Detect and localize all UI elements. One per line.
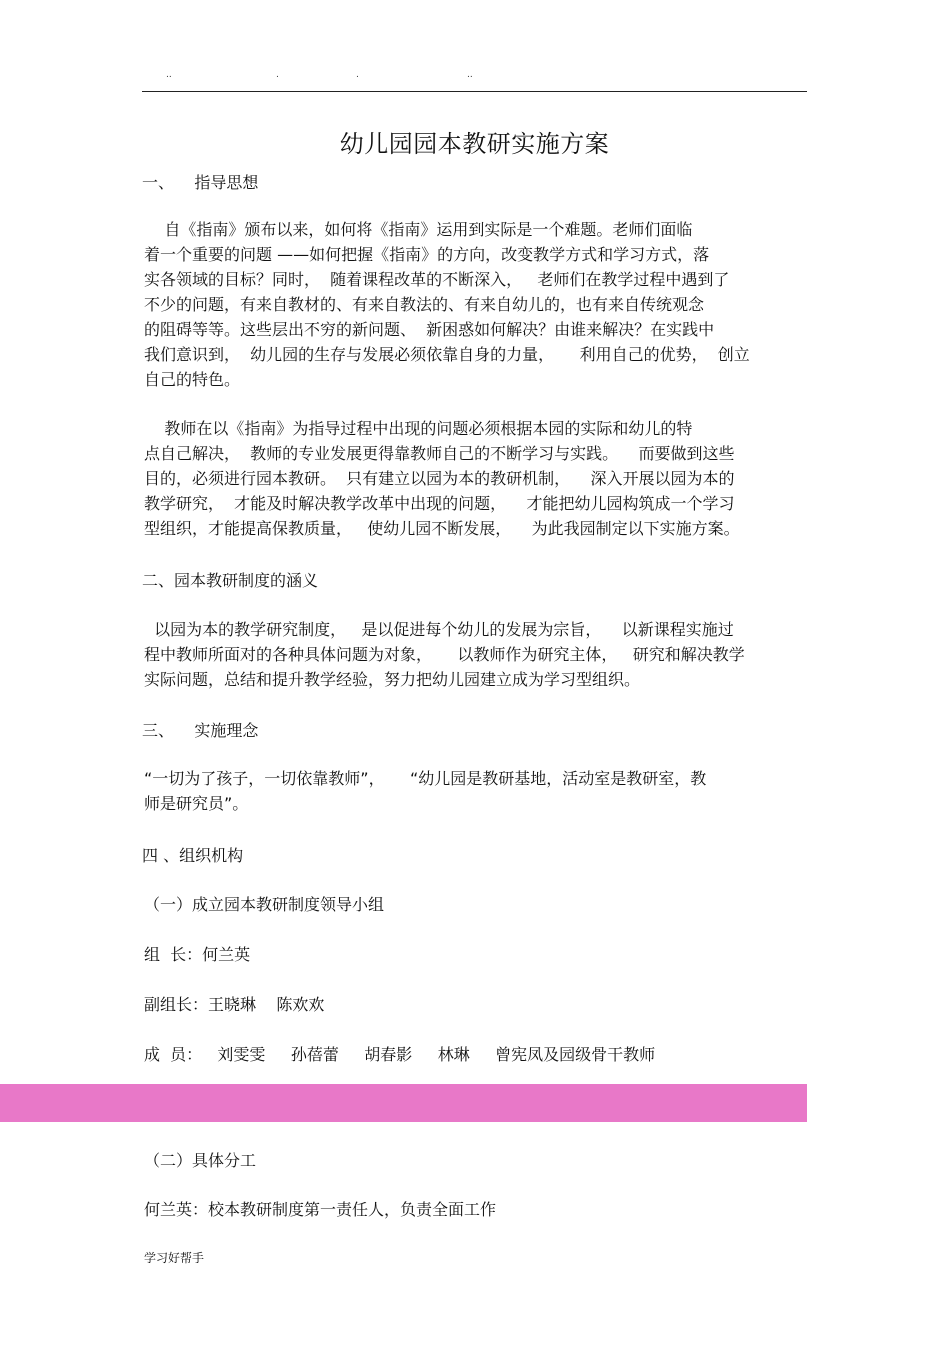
page-title: 幼儿园园本教研实施方案 xyxy=(339,130,610,158)
page-footer: 学习好帮手 xyxy=(144,1251,205,1265)
section-heading-1: 一、 指导思想 xyxy=(142,173,259,192)
paragraph-philosophy xyxy=(144,766,808,816)
page-break-bar xyxy=(0,1084,807,1122)
text-line: 以园为本的教学研究制度， 是以促进每个幼儿的发展为宗旨， 以新课程实施过 xyxy=(144,620,734,639)
text-line: 师是研究员”。 xyxy=(144,794,249,813)
header-rule xyxy=(142,91,807,92)
text-line: “一切为了孩子，一切依靠教师”， “幼儿园是教研基地，活动室是教研室，教 xyxy=(144,769,707,788)
text-line: 的阻碍等等。这些层出不穷的新问题、 新困惑如何解决？由谁来解决？在实践中 xyxy=(144,320,715,339)
paragraph-guiding-2 xyxy=(144,416,808,541)
header-mark: .. xyxy=(467,70,473,80)
duty-line: 何兰英：校本教研制度第一责任人，负责全面工作 xyxy=(144,1200,497,1219)
text-line: 着一个重要的问题 ——如何把握《指南》的方向，改变教学方式和学习方式，落 xyxy=(144,245,710,264)
text-line: 教学研究， 才能及时解决教学改革中出现的问题， 才能把幼儿园构筑成一个学习 xyxy=(144,494,735,513)
text-line: 实际问题，总结和提升教学经验，努力把幼儿园建立成为学习型组织。 xyxy=(144,670,641,689)
header-mark: .. xyxy=(166,70,172,80)
leader-line: 组 长：何兰英 xyxy=(144,945,251,964)
text-line: 目的，必须进行园本教研。 只有建立以园为本的教研机制， 深入开展以园为本的 xyxy=(144,469,735,488)
text-line: 型组织，才能提高保教质量， 使幼儿园不断发展， 为此我园制定以下实施方案。 xyxy=(144,519,740,538)
text-line: 实各领域的目标？同时， 随着课程改革的不断深入， 老师们在教学过程中遇到了 xyxy=(144,270,730,289)
text-line: 自《指南》颁布以来，如何将《指南》运用到实际是一个难题。老师们面临 xyxy=(144,220,693,239)
text-line: 不少的问题，有来自教材的、有来自教法的、有来自幼儿的，也有来自传统观念 xyxy=(144,295,705,314)
section-heading-3: 三、 实施理念 xyxy=(142,721,259,740)
paragraph-definition xyxy=(144,617,808,692)
section-heading-2: 二、园本教研制度的涵义 xyxy=(142,571,319,590)
vice-leader-line: 副组长：王晓琳 陈欢欢 xyxy=(144,995,325,1014)
paragraph-guiding-1 xyxy=(144,217,808,392)
text-line: 自己的特色。 xyxy=(144,370,241,389)
section-heading-4: 四 、组织机构 xyxy=(142,846,244,865)
text-line: 点自己解决， 教师的专业发展更得靠教师自己的不断学习与实践。 而要做到这些 xyxy=(144,444,735,463)
header-marks xyxy=(142,70,806,86)
subsection-heading-2: （二）具体分工 xyxy=(144,1151,257,1170)
subsection-heading-1: （一）成立园本教研制度领导小组 xyxy=(144,895,385,914)
header-mark: . xyxy=(276,70,279,80)
header-mark: . xyxy=(356,70,359,80)
members-line: 成 员： 刘雯雯 孙蓓蕾 胡春影 林琳 曾宪凤及园级骨干教师 xyxy=(144,1045,656,1064)
text-line: 程中教师所面对的各种具体问题为对象， 以教师作为研究主体， 研究和解决教学 xyxy=(144,645,745,664)
text-line: 我们意识到， 幼儿园的生存与发展必须依靠自身的力量， 利用自己的优势， 创立 xyxy=(144,345,750,364)
text-line: 教师在以《指南》为指导过程中出现的问题必须根据本园的实际和幼儿的特 xyxy=(144,419,693,438)
